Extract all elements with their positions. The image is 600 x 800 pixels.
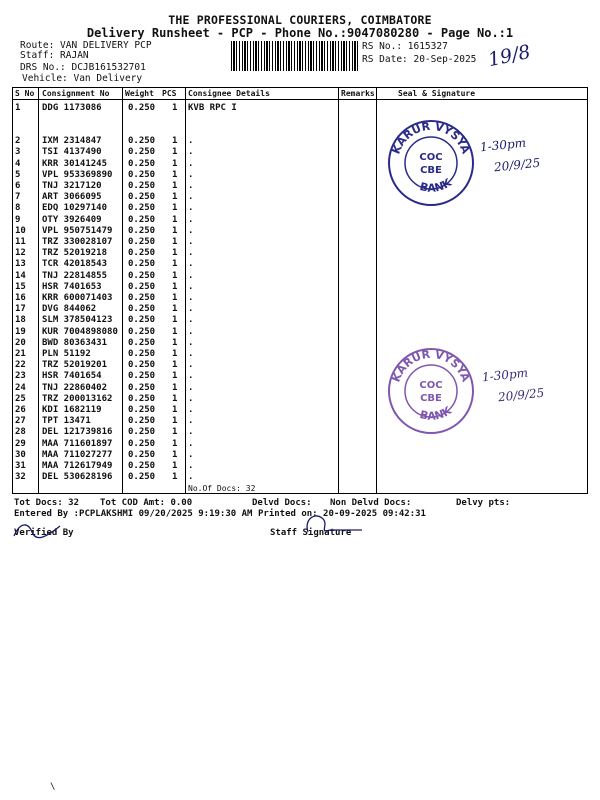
vehicle-text: Vehicle: Van Delivery — [22, 73, 143, 84]
row-consignment-no: TPT 13471 — [42, 416, 91, 427]
row-pcs: 1 — [172, 103, 178, 113]
row-consignment-no: MAA 711601897 — [42, 438, 113, 449]
row-weight: 0.250 — [128, 337, 156, 348]
row-consignment-no: KDI 1682119 — [42, 405, 102, 415]
row-sno: 20 — [15, 337, 26, 348]
stamp-date-note: 20/9/25 — [497, 385, 545, 405]
row-consignment-no: KRR 600071403 — [42, 293, 113, 303]
row-sno: 17 — [15, 304, 26, 315]
row-weight: 0.250 — [128, 393, 156, 404]
row-pcs: 1 — [172, 472, 178, 483]
row-sno: 3 — [15, 147, 21, 158]
table-row — [0, 203, 600, 214]
row-consignment-no: VPL 950751479 — [42, 225, 113, 236]
row-sno: 13 — [15, 259, 26, 270]
row-sno: 32 — [15, 472, 26, 483]
row-sno: 12 — [15, 248, 26, 259]
row-pcs: 1 — [172, 270, 178, 281]
row-consignment-no: VPL 953369890 — [42, 169, 113, 180]
handwritten-note: 19/8 — [486, 40, 533, 72]
row-pcs: 1 — [172, 371, 178, 382]
col-header-seal: Seal & Signature — [398, 89, 476, 98]
row-pcs: 1 — [172, 360, 178, 371]
delivered-docs: Delvd Docs: — [252, 498, 312, 508]
row-consignment-no: TNJ 22814855 — [42, 270, 108, 281]
row-sno: 11 — [15, 237, 26, 247]
row-consignment-no: IXM 2314847 — [42, 136, 102, 147]
table-bottom-border — [12, 493, 588, 494]
row-weight: 0.250 — [128, 158, 156, 169]
row-sno: 15 — [15, 281, 26, 292]
table-top-border — [12, 87, 588, 88]
row-weight: 0.250 — [128, 349, 156, 359]
row-pcs: 1 — [172, 405, 178, 415]
row-pcs: 1 — [172, 203, 178, 214]
row-consignee-details: . — [188, 371, 194, 382]
row-consignee-details: . — [188, 472, 194, 483]
row-sno: 14 — [15, 270, 26, 281]
row-consignee-details: . — [188, 248, 194, 259]
verified-by-label: Verified By — [14, 528, 74, 538]
row-consignee-details: . — [188, 349, 194, 359]
total-docs: Tot Docs: 32 — [14, 498, 80, 508]
row-consignment-no: HSR 7401653 — [42, 281, 102, 292]
bank-seal-stamp — [386, 118, 476, 212]
row-consignee-details: . — [188, 158, 194, 169]
row-consignee-details: . — [188, 449, 194, 460]
row-weight: 0.250 — [128, 103, 156, 113]
row-consignee-details: . — [188, 225, 194, 236]
row-consignee-details: . — [188, 326, 194, 337]
table-row — [0, 472, 600, 483]
table-row — [0, 338, 600, 349]
stamp-icon — [386, 118, 476, 208]
row-consignee-details: . — [188, 393, 194, 404]
row-pcs: 1 — [172, 304, 178, 315]
bank-seal-stamp — [386, 346, 476, 440]
row-consignee-details: . — [188, 192, 194, 203]
table-row — [0, 327, 600, 338]
row-consignee-details: . — [188, 136, 194, 147]
entered-by: Entered By :PCPLAKSHMI 09/20/2025 9:19:30 AM — [14, 509, 253, 519]
route-text: Route: VAN DELIVERY PCP — [20, 40, 152, 51]
row-weight: 0.250 — [128, 472, 156, 483]
row-pcs: 1 — [172, 181, 178, 191]
stamp-center-text: CBE — [420, 393, 442, 404]
row-consignee-details: . — [188, 416, 194, 427]
col-header-consignment: Consignment No — [42, 89, 110, 98]
row-pcs: 1 — [172, 427, 178, 438]
row-pcs: 1 — [172, 393, 178, 404]
row-consignment-no: TSI 4137490 — [42, 147, 102, 158]
row-consignee-details: . — [188, 293, 194, 303]
stray-mark: \ — [50, 782, 56, 792]
table-row — [0, 461, 600, 472]
row-consignment-no: MAA 711027277 — [42, 449, 113, 460]
row-sno: 1 — [15, 103, 21, 113]
row-weight: 0.250 — [128, 461, 156, 471]
row-consignee-details: . — [188, 237, 194, 247]
runsheet-subtitle: Delivery Runsheet - PCP - Phone No.:9047080280 - Page No.:1 — [86, 26, 514, 40]
row-pcs: 1 — [172, 136, 178, 147]
row-weight: 0.250 — [128, 281, 156, 292]
row-pcs: 1 — [172, 326, 178, 337]
row-consignee-details: . — [188, 281, 194, 292]
staff-signature-scribble — [300, 510, 370, 540]
stamp-icon — [386, 346, 476, 436]
row-consignment-no: TRZ 52019218 — [42, 248, 108, 259]
col-header-weight: Weight — [125, 89, 154, 98]
row-sno: 9 — [15, 214, 21, 225]
row-weight: 0.250 — [128, 315, 156, 326]
row-consignee-details: . — [188, 337, 194, 348]
row-weight: 0.250 — [128, 382, 156, 393]
row-sno: 19 — [15, 326, 26, 337]
row-consignee-details: . — [188, 382, 194, 393]
row-consignee-details: . — [188, 360, 194, 371]
row-consignment-no: DEL 530628196 — [42, 472, 113, 483]
rs-date: RS Date: 20-Sep-2025 — [362, 54, 477, 65]
table-row — [0, 271, 600, 282]
row-sno: 5 — [15, 169, 21, 180]
row-pcs: 1 — [172, 248, 178, 259]
row-consignee-details: . — [188, 270, 194, 281]
row-consignment-no: BWD 80363431 — [42, 337, 108, 348]
table-row — [0, 427, 600, 438]
table-row — [0, 349, 600, 360]
row-sno: 27 — [15, 416, 26, 427]
stamp-top-text: KARUR VYSYA — [389, 347, 473, 384]
stamp-center-text: CBE — [420, 165, 442, 176]
row-consignee-details: . — [188, 315, 194, 326]
row-consignment-no: TRZ 200013162 — [42, 393, 113, 404]
row-sno: 24 — [15, 382, 26, 393]
row-weight: 0.250 — [128, 449, 156, 460]
table-row — [0, 439, 600, 450]
row-consignment-no: SLM 378504123 — [42, 315, 113, 326]
row-consignment-no: TRZ 52019201 — [42, 360, 108, 371]
row-weight: 0.250 — [128, 181, 156, 191]
row-sno: 6 — [15, 181, 21, 191]
stamp-top-text: KARUR VYSYA — [389, 119, 473, 156]
company-title: THE PROFESSIONAL COURIERS, COIMBATORE — [168, 13, 432, 27]
row-sno: 22 — [15, 360, 26, 371]
row-consignee-details: . — [188, 405, 194, 415]
stamp-time-note: 1-30pm — [479, 135, 527, 155]
table-header-border — [12, 99, 588, 100]
row-pcs: 1 — [172, 281, 178, 292]
row-pcs: 1 — [172, 158, 178, 169]
row-weight: 0.250 — [128, 237, 156, 247]
row-sno: 18 — [15, 315, 26, 326]
row-pcs: 1 — [172, 237, 178, 247]
table-row — [0, 192, 600, 203]
row-pcs: 1 — [172, 349, 178, 359]
stamp-center-text: COC — [419, 152, 443, 163]
row-weight: 0.250 — [128, 214, 156, 225]
table-row — [0, 315, 600, 326]
stamp-bottom-text: BANK — [418, 175, 454, 195]
row-pcs: 1 — [172, 225, 178, 236]
no-of-docs: No.Of Docs: 32 — [188, 484, 256, 493]
row-sno: 10 — [15, 225, 26, 236]
col-header-remarks: Remarks — [341, 89, 375, 98]
row-consignment-no: KRR 30141245 — [42, 158, 108, 169]
row-weight: 0.250 — [128, 304, 156, 315]
row-sno: 28 — [15, 427, 26, 438]
col-header-pcs: PCS — [162, 89, 177, 98]
row-sno: 25 — [15, 393, 26, 404]
row-sno: 23 — [15, 371, 26, 382]
table-row — [0, 293, 600, 304]
stamp-bottom-text: BANK — [418, 403, 454, 423]
row-weight: 0.250 — [128, 427, 156, 438]
row-pcs: 1 — [172, 315, 178, 326]
row-consignee-details: . — [188, 181, 194, 191]
row-pcs: 1 — [172, 259, 178, 270]
row-weight: 0.250 — [128, 405, 156, 415]
row-consignment-no: MAA 712617949 — [42, 461, 113, 471]
non-delivered-docs: Non Delvd Docs: — [330, 498, 412, 508]
row-consignment-no: TRZ 330028107 — [42, 237, 113, 247]
row-pcs: 1 — [172, 147, 178, 158]
row-consignment-no: PLN 51192 — [42, 349, 91, 359]
row-consignment-no: DVG 844062 — [42, 304, 97, 315]
rs-number: RS No.: 1615327 — [362, 41, 448, 52]
row-sno: 8 — [15, 203, 21, 214]
table-row — [0, 181, 600, 192]
staff-text: Staff: RAJAN — [20, 50, 89, 61]
row-pcs: 1 — [172, 416, 178, 427]
row-weight: 0.250 — [128, 259, 156, 270]
row-sno: 4 — [15, 158, 21, 169]
row-consignment-no: HSR 7401654 — [42, 371, 102, 382]
row-consignee-details: . — [188, 203, 194, 214]
row-weight: 0.250 — [128, 147, 156, 158]
row-pcs: 1 — [172, 382, 178, 393]
row-consignee-details: . — [188, 147, 194, 158]
row-consignee-details: KVB RPC I — [188, 103, 237, 113]
row-weight: 0.250 — [128, 203, 156, 214]
table-row — [0, 248, 600, 259]
stamp-date-note: 20/9/25 — [493, 155, 541, 175]
row-weight: 0.250 — [128, 192, 156, 203]
row-weight: 0.250 — [128, 225, 156, 236]
table-row — [0, 282, 600, 293]
total-cod-amount: Tot COD Amt: 0.00 — [100, 498, 193, 508]
row-sno: 16 — [15, 293, 26, 303]
row-consignment-no: KUR 7004898080 — [42, 326, 118, 337]
row-consignee-details: . — [188, 461, 194, 471]
row-pcs: 1 — [172, 192, 178, 203]
row-consignee-details: . — [188, 214, 194, 225]
row-consignment-no: TNJ 3217120 — [42, 181, 102, 191]
row-pcs: 1 — [172, 337, 178, 348]
table-row — [0, 215, 600, 226]
row-consignee-details: . — [188, 438, 194, 449]
row-pcs: 1 — [172, 214, 178, 225]
row-weight: 0.250 — [128, 360, 156, 371]
table-row — [0, 103, 600, 114]
staff-signature-label: Staff Signature — [270, 528, 352, 538]
stamp-center-text: COC — [419, 380, 443, 391]
row-consignment-no: EDQ 10297140 — [42, 203, 108, 214]
row-sno: 2 — [15, 136, 21, 147]
row-consignment-no: DEL 121739816 — [42, 427, 113, 438]
row-consignee-details: . — [188, 427, 194, 438]
row-pcs: 1 — [172, 461, 178, 471]
row-sno: 21 — [15, 349, 26, 359]
row-weight: 0.250 — [128, 136, 156, 147]
row-consignee-details: . — [188, 304, 194, 315]
row-weight: 0.250 — [128, 169, 156, 180]
row-weight: 0.250 — [128, 371, 156, 382]
row-consignment-no: ART 3066095 — [42, 192, 102, 203]
row-pcs: 1 — [172, 438, 178, 449]
row-consignee-details: . — [188, 259, 194, 270]
row-weight: 0.250 — [128, 270, 156, 281]
stamp-time-note: 1-30pm — [481, 365, 529, 385]
row-weight: 0.250 — [128, 293, 156, 303]
col-header-sno: S No — [15, 89, 35, 98]
row-sno: 31 — [15, 461, 26, 471]
row-consignee-details: . — [188, 169, 194, 180]
row-weight: 0.250 — [128, 416, 156, 427]
row-consignment-no: TCR 42018543 — [42, 259, 108, 270]
table-row — [0, 304, 600, 315]
barcode — [231, 41, 359, 71]
table-row — [0, 226, 600, 237]
table-row — [0, 237, 600, 248]
row-sno: 26 — [15, 405, 26, 415]
row-weight: 0.250 — [128, 326, 156, 337]
row-consignment-no: OTY 3926409 — [42, 214, 102, 225]
table-row — [0, 259, 600, 270]
row-pcs: 1 — [172, 449, 178, 460]
table-row — [0, 405, 600, 416]
table-row — [0, 416, 600, 427]
drs-number: DRS No.: DCJB161532701 — [20, 62, 146, 73]
verified-signature — [10, 518, 70, 543]
row-sno: 7 — [15, 192, 21, 203]
row-sno: 29 — [15, 438, 26, 449]
row-consignment-no: TNJ 22860402 — [42, 382, 108, 393]
col-header-consignee: Consignee Details — [188, 89, 270, 98]
printed-on: Printed on: 20-09-2025 09:42:31 — [258, 509, 426, 519]
row-pcs: 1 — [172, 293, 178, 303]
row-consignment-no: DDG 1173086 — [42, 103, 102, 113]
row-sno: 30 — [15, 449, 26, 460]
row-weight: 0.250 — [128, 248, 156, 259]
table-row — [0, 450, 600, 461]
row-pcs: 1 — [172, 169, 178, 180]
delivery-points: Delvy pts: — [456, 498, 511, 508]
row-weight: 0.250 — [128, 438, 156, 449]
